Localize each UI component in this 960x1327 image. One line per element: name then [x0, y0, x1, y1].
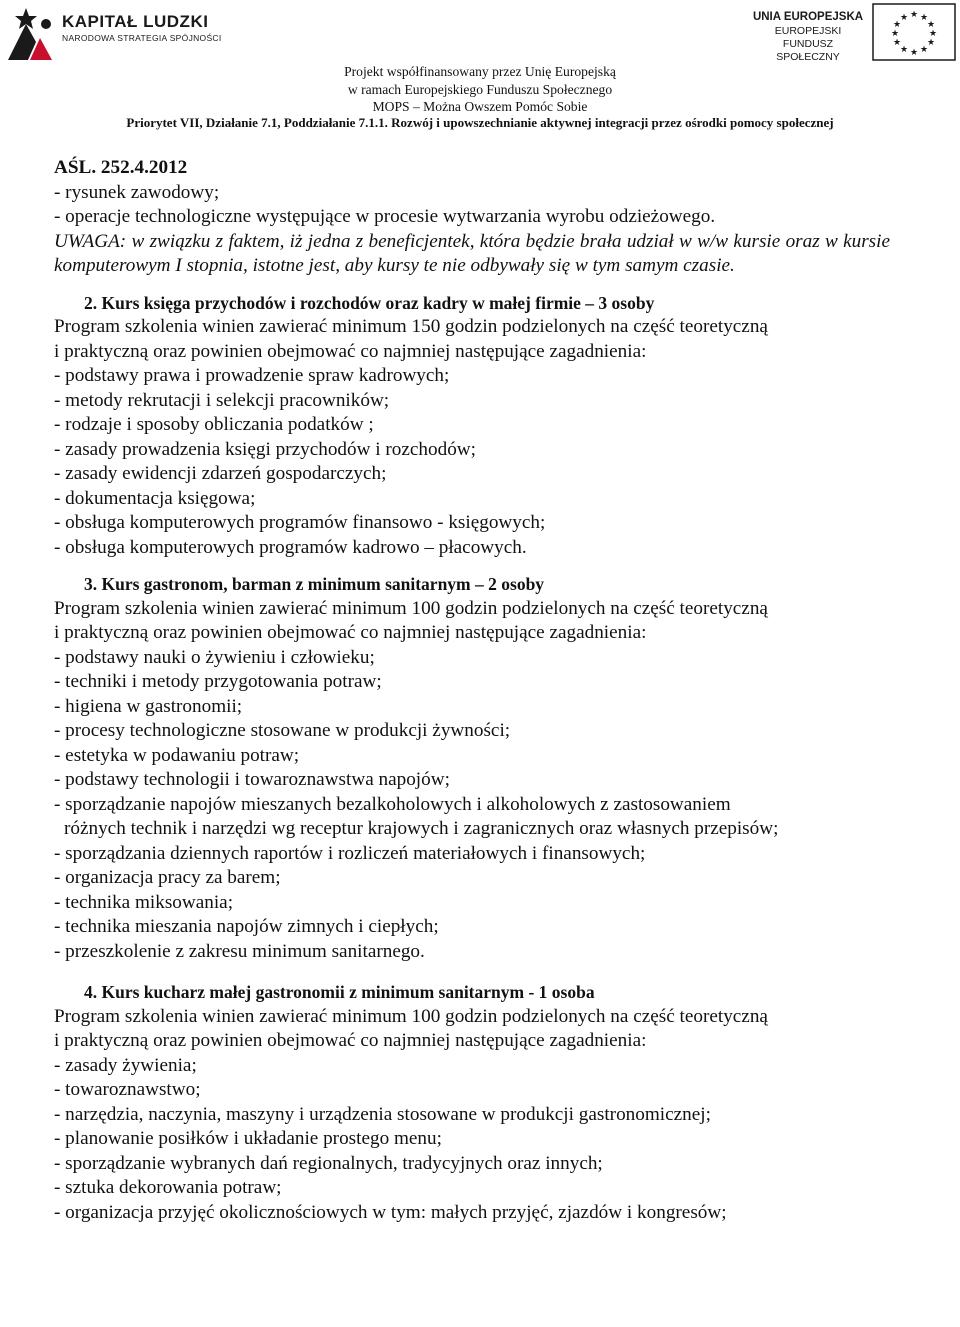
- svg-text:★: ★: [919, 13, 929, 23]
- svg-text:★: ★: [909, 48, 919, 58]
- kapital-ludzki-emblem-icon: [6, 4, 62, 62]
- list-item: - organizacja pracy za barem;: [54, 867, 281, 888]
- project-line: w ramach Europejskiego Funduszu Społecznego: [347, 81, 613, 97]
- svg-text:★: ★: [909, 10, 919, 20]
- list-item: - podstawy technologii i towaroznawstwa napojów;: [54, 769, 450, 790]
- kapital-ludzki-wordmark: [62, 12, 222, 44]
- list-item: - obsługa komputerowych programów finansowo - księgowych;: [54, 512, 546, 533]
- section-title: 2. Kurs księga przychodów i rozchodów oraz kadry w małej firmie – 3 osoby: [84, 292, 655, 313]
- svg-text:★: ★: [928, 29, 938, 39]
- kl-logo-subtitle: NARODOWA STRATEGIA SPÓJNOŚCI: [62, 33, 222, 43]
- document-reference: AŚL. 252.4.2012: [54, 157, 188, 178]
- eu-title: UNIA EUROPEJSKA: [752, 11, 864, 23]
- eu-line-1: EUROPEJSKI: [774, 25, 842, 37]
- list-item: - przeszkolenie z zakresu minimum sanitarnego.: [54, 940, 425, 962]
- section-intro: i praktyczną oraz powinien obejmować co najmniej następujące zagadnienia:: [54, 340, 647, 362]
- list-item: - rysunek zawodowy;: [54, 181, 220, 203]
- list-item: - podstawy prawa i prowadzenie spraw kadrowych;: [54, 365, 450, 386]
- kl-logo-title: KAPITAŁ LUDZKI: [62, 12, 209, 31]
- note-paragraph: UWAGA: w związku z faktem, iż jedna z beneficjentek, która będzie brała udział w w/w kursie oraz w kursie komputerowym I stopnia, istotne jest, aby kursy te nie odbywały się w tym samym czasie.: [54, 230, 890, 276]
- list-item: - higiena w gastronomii;: [54, 695, 243, 717]
- list-item: - sporządzania dziennych raportów i rozliczeń materiałowych i finansowych;: [54, 842, 646, 864]
- list-item: - planowanie posiłków i układanie prostego menu;: [54, 1128, 442, 1149]
- list-item: - technika mieszania napojów zimnych i ciepłych;: [54, 916, 439, 937]
- list-item: - podstawy nauki o żywieniu i człowieku;: [54, 646, 375, 668]
- project-info: [0, 63, 960, 116]
- section-intro: Program szkolenia winien zawierać minimum 100 godzin podzielonych na część teoretyczną: [54, 1005, 768, 1027]
- svg-text:★: ★: [919, 45, 929, 55]
- priority-line: Priorytet VII, Działanie 7.1, Poddziałanie 7.1.1. Rozwój i upowszechnianie aktywnej integracji przez ośrodki pomocy społecznej: [126, 115, 834, 130]
- list-item: - estetyka w podawaniu potraw;: [54, 744, 300, 766]
- list-item: - rodzaje i sposoby obliczania podatków ;: [54, 414, 374, 435]
- project-line: MOPS – Można Owszem Pomóc Sobie: [372, 99, 588, 114]
- eu-flag-icon: [872, 3, 956, 61]
- svg-text:★: ★: [892, 38, 902, 48]
- list-item: - narzędzia, naczynia, maszyny i urządzenia stosowane w produkcji gastronomicznej;: [54, 1103, 711, 1125]
- list-item: - sztuka dekorowania potraw;: [54, 1177, 282, 1198]
- list-item: - towaroznawstwo;: [54, 1079, 201, 1100]
- list-item: - zasady żywienia;: [54, 1054, 197, 1076]
- section-intro: i praktyczną oraz powinien obejmować co najmniej następujące zagadnienia:: [54, 1030, 647, 1051]
- document-body: [54, 156, 890, 1225]
- list-item: - procesy technologiczne stosowane w produkcji żywności;: [54, 720, 511, 741]
- svg-text:★: ★: [890, 29, 900, 39]
- list-item: - organizacja przyjęć okolicznościowych w tym: małych przyjęć, zjazdów i kongresów;: [54, 1201, 727, 1223]
- list-item: - metody rekrutacji i selekcji pracowników;: [54, 389, 390, 411]
- list-item: - techniki i metody przygotowania potraw;: [54, 671, 382, 692]
- list-item: - technika miksowania;: [54, 891, 234, 913]
- list-item: - operacje technologiczne występujące w procesie wytwarzania wyrobu odzieżowego.: [54, 206, 716, 227]
- eu-wordmark: [752, 10, 864, 64]
- section-intro: i praktyczną oraz powinien obejmować co najmniej następujące zagadnienia:: [54, 622, 647, 643]
- document-header: [0, 0, 960, 135]
- project-line: Projekt współfinansowany przez Unię Europejską: [344, 64, 616, 79]
- eu-line-2: FUNDUSZ SPOŁECZNY: [776, 38, 840, 63]
- svg-text:★: ★: [926, 20, 936, 30]
- list-item: - obsługa komputerowych programów kadrowo – płacowych.: [54, 536, 527, 558]
- section-intro: Program szkolenia winien zawierać minimum 150 godzin podzielonych na część teoretyczną: [54, 316, 768, 337]
- list-item: - dokumentacja księgowa;: [54, 487, 256, 509]
- svg-text:★: ★: [892, 20, 902, 30]
- svg-text:★: ★: [899, 13, 909, 23]
- list-item: - sporządzanie napojów mieszanych bezalkoholowych i alkoholowych z zastosowaniem: [54, 793, 731, 815]
- section-intro: Program szkolenia winien zawierać minimum 100 godzin podzielonych na część teoretyczną: [54, 597, 768, 619]
- list-item-continuation: różnych technik i narzędzi wg receptur krajowych i zagranicznych oraz własnych przepisów;: [64, 818, 779, 839]
- section-title: 3. Kurs gastronom, barman z minimum sanitarnym – 2 osoby: [84, 574, 545, 594]
- list-item: - zasady prowadzenia księgi przychodów i rozchodów;: [54, 438, 476, 460]
- list-item: - zasady ewidencji zdarzeń gospodarczych;: [54, 463, 387, 484]
- section-title: 4. Kurs kucharz małej gastronomii z minimum sanitarnym - 1 osoba: [84, 982, 595, 1002]
- svg-text:★: ★: [926, 38, 936, 48]
- svg-text:★: ★: [899, 45, 909, 55]
- list-item: - sporządzanie wybranych dań regionalnych, tradycyjnych oraz innych;: [54, 1152, 603, 1174]
